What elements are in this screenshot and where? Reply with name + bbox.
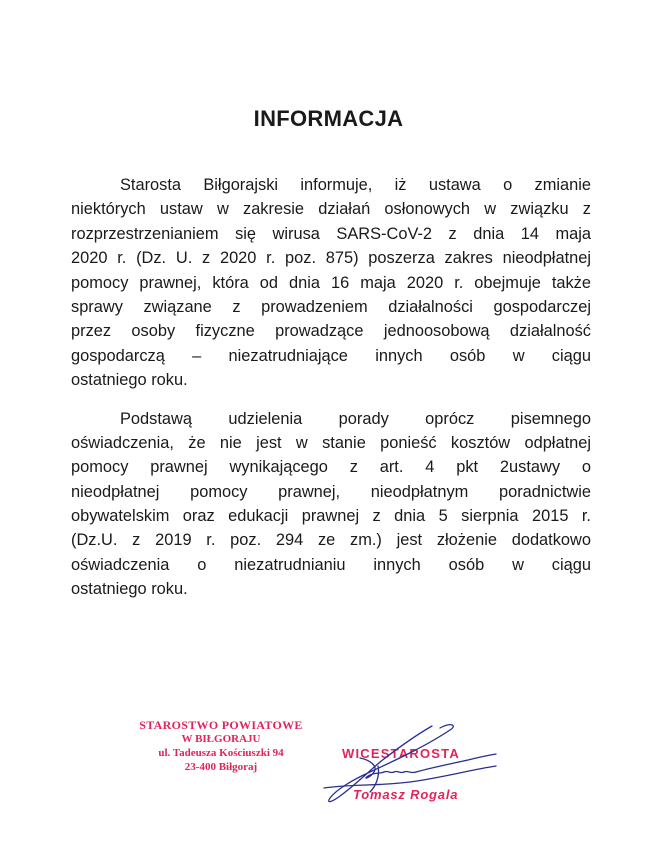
signature-block <box>300 700 540 820</box>
paragraph-2 <box>71 407 591 602</box>
signature-name-stamp: Tomasz Rogala <box>353 787 459 802</box>
paragraph-line: ostatniego roku. <box>71 580 188 599</box>
paragraph-line: sprawy związane z prowadzeniem działalności gospodarczej <box>71 297 591 316</box>
paragraph-1 <box>71 173 591 393</box>
document-title: INFORMACJA <box>253 106 404 131</box>
paragraph-line: niektórych ustaw w zakresie działań osłonowych w związku z <box>71 200 591 219</box>
paragraph-line: 2020 r. (Dz. U. z 2020 r. poz. 875) poszerza zakres nieodpłatnej <box>71 249 591 268</box>
paragraph-line: ostatniego roku. <box>71 371 188 390</box>
stamp-line: W BIŁGORAJU <box>181 733 261 745</box>
paragraph-line: rozprzestrzenianiem się wirusa SARS-CoV-2 z dnia 14 maja <box>71 224 591 243</box>
paragraph-line: przez osoby fizyczne prowadzące jednoosobową działalność <box>71 322 591 341</box>
paragraph-line: oświadczenia, że nie jest w stanie ponieść kosztów odpłatnej <box>71 433 591 452</box>
signature-title-stamp: WICESTAROSTA <box>342 746 460 761</box>
handwritten-signature-icon <box>300 700 540 820</box>
paragraph-line: obywatelskim oraz edukacji prawnej z dnia 5 sierpnia 2015 r. <box>71 507 591 526</box>
paragraph-line: (Dz.U. z 2019 r. poz. 294 ze zm.) jest złożenie dodatkowo <box>71 531 591 550</box>
paragraph-line: Podstawą udzielenia porady oprócz pisemnego <box>120 409 591 428</box>
paragraph-line: nieodpłatnej pomocy prawnej, nieodpłatnym poradnictwie <box>71 482 591 501</box>
stamp-line: 23-400 Biłgoraj <box>184 761 258 773</box>
paragraph-line: pomocy prawnej wynikającego z art. 4 pkt 2ustawy o <box>71 458 591 477</box>
paragraph-line: gospodarczą – niezatrudniające innych osób w ciągu <box>71 346 591 365</box>
stamp-line: STAROSTWO POWIATOWE <box>139 718 303 732</box>
document-body <box>71 173 591 616</box>
paragraph-line: oświadczenia o niezatrudnianiu innych osób w ciągu <box>71 555 591 574</box>
paragraph-line: Starosta Biłgorajski informuje, iż ustawa o zmianie <box>120 176 591 194</box>
stamp-line: ul. Tadeusza Kościuszki 94 <box>158 747 284 759</box>
paragraph-line: pomocy prawnej, która od dnia 16 maja 2020 r. obejmuje także <box>71 273 591 292</box>
office-stamp <box>121 718 321 774</box>
